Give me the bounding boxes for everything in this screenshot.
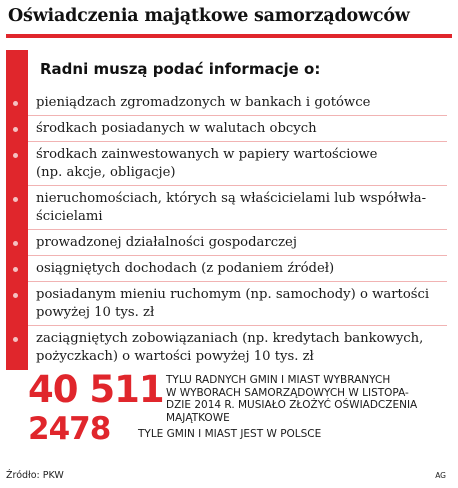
bullet-icon [13, 267, 18, 272]
item-text: pieniądzach zgromadzonych w bankach i gotówce [36, 95, 371, 110]
bullet-icon [13, 241, 18, 246]
stat-value-councillors: 40 511 [28, 368, 164, 411]
item-text: posiadanym mieniu ruchomym (np. samochody) o wartości powyżej 10 tys. zł [36, 287, 430, 320]
bullet-icon [13, 337, 18, 342]
divider [28, 281, 447, 282]
item-text: zaciągniętych zobowiązaniach (np. kredytach bankowych, pożyczkach) o wartości powyżej 10 tys. zł [36, 331, 424, 364]
divider [28, 255, 447, 256]
divider [28, 115, 447, 116]
divider [28, 325, 447, 326]
panel-header: Radni muszą podać informacje o: [28, 50, 447, 88]
item-text: osiągniętych dochodach (z podaniem źródeł) [36, 261, 335, 276]
divider [28, 229, 447, 230]
stats-block [6, 368, 447, 447]
bullet-icon [13, 153, 18, 158]
stat-caption-municipalities: TYLE GMIN I MIAST JEST W POLSCE [138, 428, 322, 440]
infographic-title: Oświadczenia majątkowe samorządowców [8, 6, 410, 26]
item-text: prowadzonej działalności gospodarczej [36, 235, 297, 250]
title-rule [6, 34, 452, 38]
divider [28, 141, 447, 142]
bullet-icon [13, 101, 18, 106]
item-text: nieruchomościach, których są właścicielami lub współwła- ścicielami [36, 191, 427, 224]
stat-value-municipalities: 2478 [28, 411, 111, 447]
bullet-icon [13, 127, 18, 132]
stat-caption-councillors: TYLU RADNYCH GMIN I MIAST WYBRANYCH W WYBORACH SAMORZĄDOWYCH W LISTOPA- DZIE 2014 R. MUSIAŁO ZŁOŻYĆ OŚWIADCZENIA MAJĄTKOWE [166, 374, 418, 424]
item-text: środkach zainwestowanych w papiery wartościowe (np. akcje, obligacje) [36, 147, 378, 180]
bullet-icon [13, 293, 18, 298]
divider [28, 185, 447, 186]
bullet-icon [13, 197, 18, 202]
source-note: Źródło: PKW [6, 470, 64, 481]
author-initials: AG [435, 471, 446, 480]
item-text: środkach posiadanych w walutach obcych [36, 121, 317, 136]
